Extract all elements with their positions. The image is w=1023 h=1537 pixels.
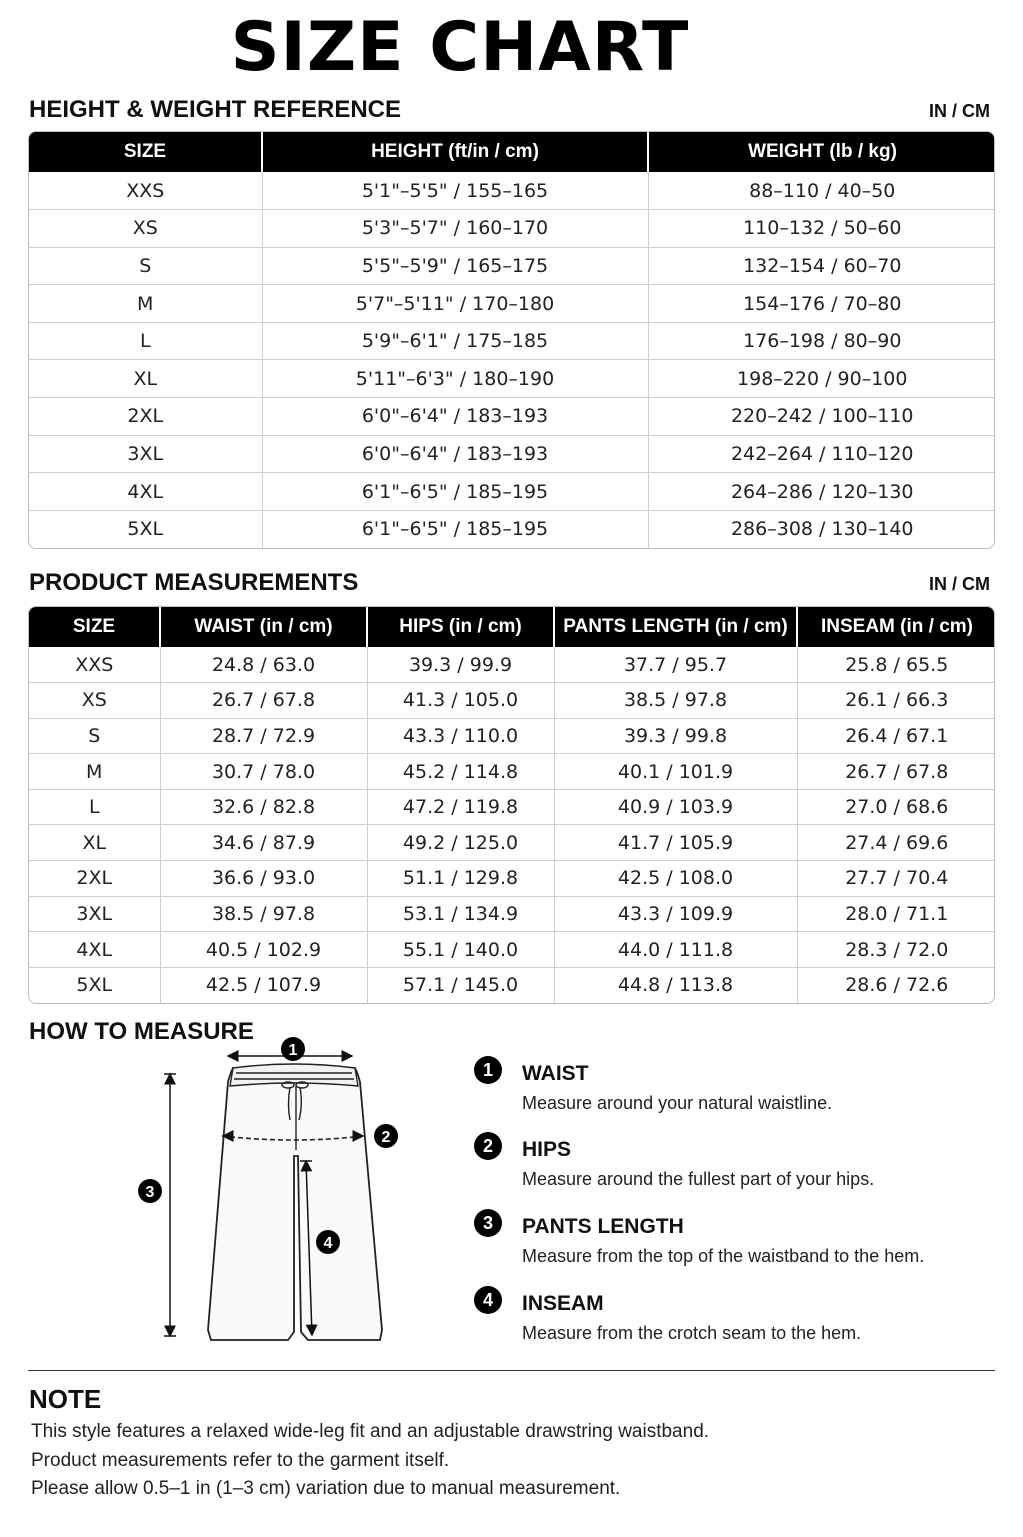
step-description: Measure from the top of the waistband to the hem.	[522, 1246, 925, 1266]
column-header-inseam: INSEAM (in / cm)	[797, 607, 995, 647]
value-cell: 5'7"–5'11" / 170–180	[262, 285, 648, 323]
waistband	[230, 1064, 358, 1086]
pants-diagram	[120, 1030, 420, 1350]
page-title: SIZE CHART	[230, 8, 690, 87]
product-measurements-heading: PRODUCT MEASUREMENTS	[29, 569, 359, 596]
svg-text:4: 4	[323, 1235, 333, 1252]
value-cell: 27.0 / 68.6	[797, 789, 995, 825]
value-cell: 242–264 / 110–120	[648, 435, 995, 473]
note-line: Product measurements refer to the garment itself.	[31, 1449, 450, 1471]
table-row	[29, 789, 995, 825]
value-cell: 6'1"–6'5" / 185–195	[262, 510, 648, 548]
size-cell: S	[29, 718, 160, 754]
value-cell: 26.7 / 67.8	[797, 754, 995, 790]
value-cell: 42.5 / 108.0	[554, 861, 797, 897]
step-title: HIPS	[522, 1138, 572, 1161]
step-description: Measure around your natural waistline.	[522, 1093, 833, 1113]
value-cell: 25.8 / 65.5	[797, 647, 995, 683]
table-row	[29, 683, 995, 719]
value-cell: 36.6 / 93.0	[160, 861, 367, 897]
table-row	[29, 360, 995, 398]
value-cell: 6'1"–6'5" / 185–195	[262, 473, 648, 511]
note-line: This style features a relaxed wide-leg fit and an adjustable drawstring waistband.	[31, 1421, 710, 1442]
value-cell: 5'9"–6'1" / 175–185	[262, 322, 648, 360]
size-cell: XXS	[126, 179, 165, 202]
marker-4-icon	[316, 1230, 340, 1254]
step-title: INSEAM	[522, 1292, 604, 1315]
table-row	[29, 510, 995, 548]
size-cell: 2XL	[29, 398, 262, 436]
svg-text:1: 1	[288, 1042, 298, 1059]
value-cell: 32.6 / 82.8	[160, 789, 367, 825]
note-text	[31, 1418, 709, 1504]
column-header-hips: HIPS (in / cm)	[367, 607, 554, 647]
value-cell: 6'0"–6'4" / 183–193	[262, 435, 648, 473]
value-cell: 39.3 / 99.8	[554, 718, 797, 754]
column-header-pants-length: PANTS LENGTH (in / cm)	[554, 607, 797, 647]
step-title: WAIST	[522, 1062, 589, 1085]
size-cell: 3XL	[29, 435, 262, 473]
value-cell: 42.5 / 107.9	[160, 967, 367, 1003]
value-cell: 27.7 / 70.4	[797, 861, 995, 897]
value-cell: 51.1 / 129.8	[367, 861, 554, 897]
value-cell: 40.5 / 102.9	[160, 932, 367, 968]
table-row	[29, 435, 995, 473]
size-cell: M	[29, 285, 262, 323]
value-cell: 24.8 / 63.0	[160, 647, 367, 683]
value-cell: 43.3 / 110.0	[367, 718, 554, 754]
value-cell: 220–242 / 100–110	[648, 398, 995, 436]
step-title: PANTS LENGTH	[522, 1215, 684, 1238]
height-weight-heading: HEIGHT & WEIGHT REFERENCE	[29, 96, 402, 123]
how-to-measure-heading: HOW TO MEASURE	[29, 1018, 254, 1045]
size-cell: M	[29, 754, 160, 790]
marker-2-icon	[374, 1124, 398, 1148]
size-cell: S	[29, 247, 262, 285]
table-row	[29, 647, 995, 683]
column-header-weight: WEIGHT (lb / kg)	[648, 132, 995, 172]
table-row	[29, 825, 995, 861]
value-cell: 49.2 / 125.0	[367, 825, 554, 861]
table-row	[29, 932, 995, 968]
value-cell: 41.7 / 105.9	[554, 825, 797, 861]
step-number-icon: 1	[474, 1056, 502, 1084]
value-cell: 30.7 / 78.0	[160, 754, 367, 790]
table-row	[29, 322, 995, 360]
value-cell: 264–286 / 120–130	[648, 473, 995, 511]
value-cell: 57.1 / 145.0	[367, 967, 554, 1003]
value-cell: 41.3 / 105.0	[367, 683, 554, 719]
size-cell: 4XL	[29, 932, 160, 968]
step-number-icon: 4	[474, 1286, 502, 1314]
size-cell: XS	[29, 210, 262, 248]
value-cell: 53.1 / 134.9	[367, 896, 554, 932]
divider	[28, 1370, 995, 1371]
marker-3-icon	[138, 1179, 162, 1203]
step-number-icon: 2	[474, 1132, 502, 1160]
size-cell: L	[29, 322, 262, 360]
value-cell: 34.6 / 87.9	[160, 825, 367, 861]
height-weight-units: IN / CM	[929, 101, 990, 121]
table-row	[29, 718, 995, 754]
svg-text:3: 3	[145, 1184, 155, 1201]
value-cell: 5'3"–5'7" / 160–170	[262, 210, 648, 248]
table-row	[29, 247, 995, 285]
value-cell: 38.5 / 97.8	[554, 683, 797, 719]
value-cell: 38.5 / 97.8	[160, 896, 367, 932]
value-cell: 88–110 / 40–50	[648, 172, 995, 210]
note-line: Please allow 0.5–1 in (1–3 cm) variation due to manual measurement.	[31, 1478, 621, 1499]
value-cell: 28.3 / 72.0	[797, 932, 995, 968]
value-cell: 27.4 / 69.6	[797, 825, 995, 861]
table-row	[29, 473, 995, 511]
table-row	[29, 398, 995, 436]
value-cell: 47.2 / 119.8	[367, 789, 554, 825]
value-cell: 37.7 / 95.7	[554, 647, 797, 683]
size-cell: 5XL	[29, 510, 262, 548]
column-header-waist: WAIST (in / cm)	[160, 607, 367, 647]
value-cell: 176–198 / 80–90	[648, 322, 995, 360]
svg-text:2: 2	[381, 1129, 391, 1146]
value-cell: 26.1 / 66.3	[797, 683, 995, 719]
value-cell: 44.0 / 111.8	[554, 932, 797, 968]
size-cell: XS	[29, 683, 160, 719]
table-row	[29, 896, 995, 932]
value-cell: 154–176 / 70–80	[648, 285, 995, 323]
value-cell: 43.3 / 109.9	[554, 896, 797, 932]
size-cell: 5XL	[29, 967, 160, 1003]
value-cell: 198–220 / 90–100	[648, 360, 995, 398]
value-cell: 5'5"–5'9" / 165–175	[262, 247, 648, 285]
value-cell: 28.6 / 72.6	[797, 967, 995, 1003]
size-cell: L	[29, 789, 160, 825]
size-cell: XL	[29, 825, 160, 861]
table-row	[29, 861, 995, 897]
step-description: Measure from the crotch seam to the hem.	[522, 1323, 862, 1343]
product-measurements-table	[28, 606, 995, 1004]
value-cell: 26.7 / 67.8	[160, 683, 367, 719]
product-measurements-units: IN / CM	[929, 574, 990, 594]
size-cell: 3XL	[29, 896, 160, 932]
table-row	[29, 210, 995, 248]
value-cell: 55.1 / 140.0	[367, 932, 554, 968]
column-header-size: SIZE	[29, 132, 262, 172]
column-header-height: HEIGHT (ft/in / cm)	[262, 132, 648, 172]
value-cell: 5'11"–6'3" / 180–190	[262, 360, 648, 398]
size-cell: 2XL	[29, 861, 160, 897]
value-cell: 44.8 / 113.8	[554, 967, 797, 1003]
step-number-icon: 3	[474, 1209, 502, 1237]
size-cell: 4XL	[29, 473, 262, 511]
value-cell: 286–308 / 130–140	[648, 510, 995, 548]
table-row	[29, 285, 995, 323]
value-cell: 6'0"–6'4" / 183–193	[262, 398, 648, 436]
value-cell: 28.7 / 72.9	[160, 718, 367, 754]
value-cell: 40.1 / 101.9	[554, 754, 797, 790]
step-description: Measure around the fullest part of your hips.	[522, 1169, 875, 1189]
table-row	[29, 754, 995, 790]
size-cell: XL	[29, 360, 262, 398]
value-cell: 5'1"–5'5" / 155–165	[262, 172, 648, 210]
value-cell: 26.4 / 67.1	[797, 718, 995, 754]
height-weight-table	[28, 131, 995, 549]
table-row	[29, 172, 995, 210]
column-header-size: SIZE	[29, 607, 160, 647]
value-cell: 45.2 / 114.8	[367, 754, 554, 790]
note-heading: NOTE	[29, 1384, 102, 1414]
pants-outline	[208, 1068, 382, 1340]
value-cell: 28.0 / 71.1	[797, 896, 995, 932]
value-cell: 40.9 / 103.9	[554, 789, 797, 825]
table-row	[29, 967, 995, 1003]
value-cell: 110–132 / 50–60	[648, 210, 995, 248]
value-cell: 132–154 / 60–70	[648, 247, 995, 285]
size-cell: XXS	[75, 653, 114, 676]
marker-1-icon	[281, 1037, 305, 1061]
value-cell: 39.3 / 99.9	[367, 647, 554, 683]
